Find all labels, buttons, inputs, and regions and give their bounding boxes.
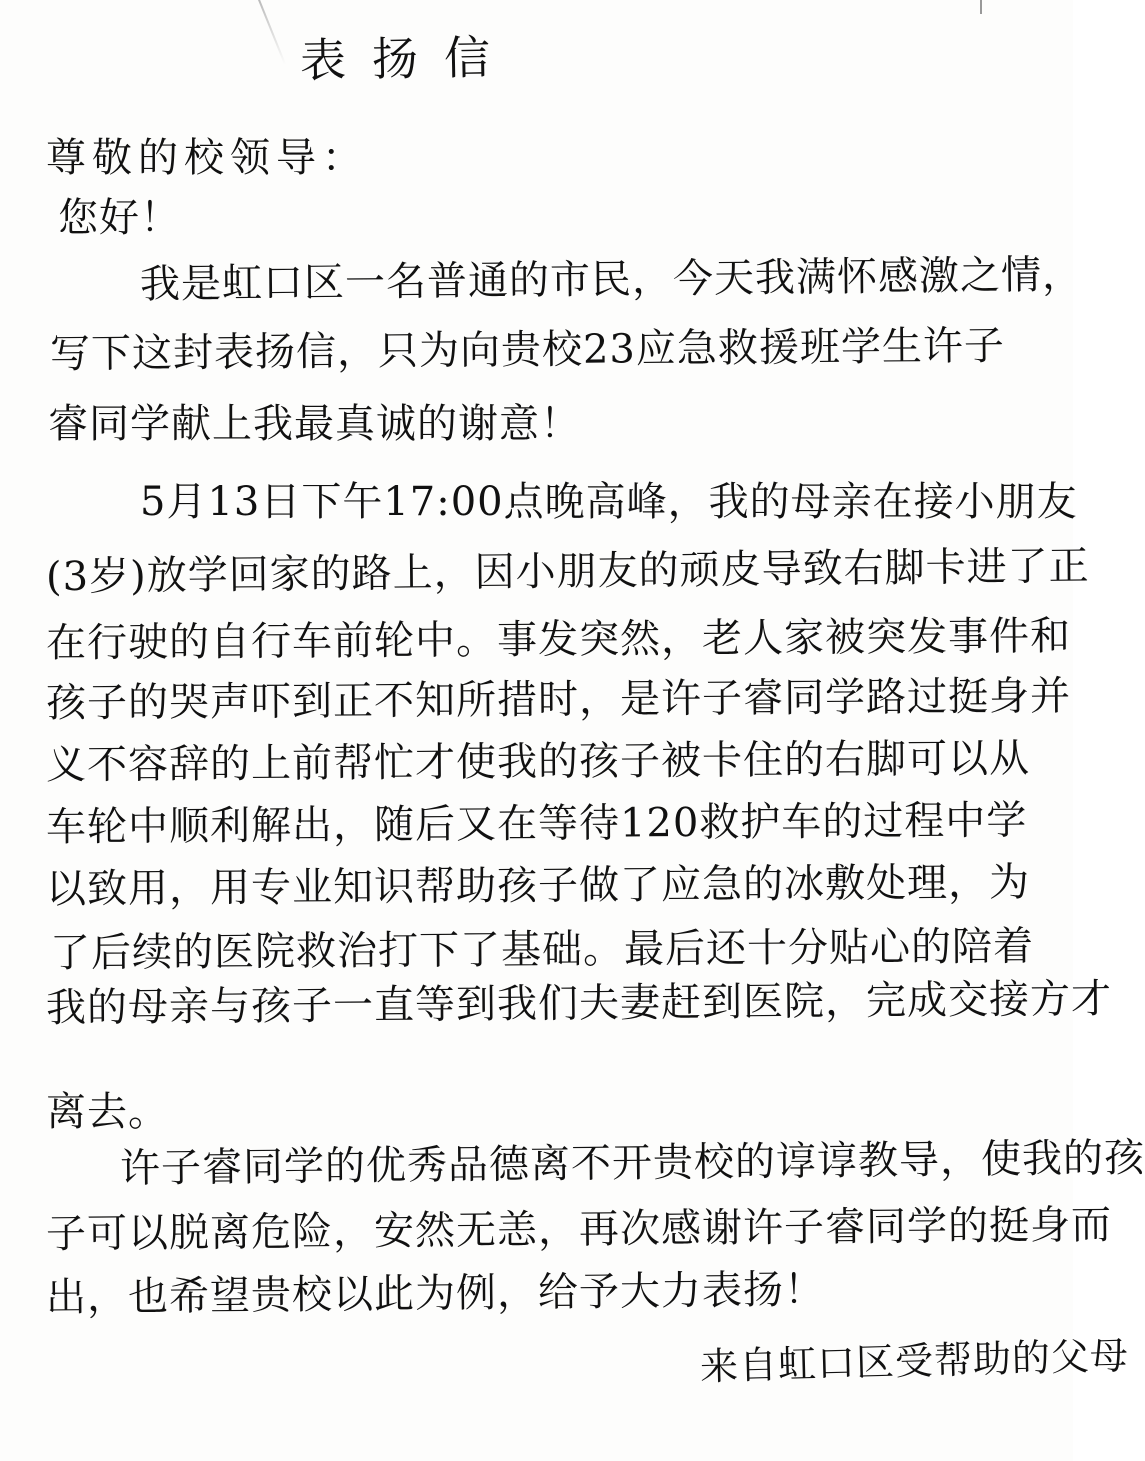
letter-body-line: 写下这封表扬信，只为向贵校23应急救援班学生许子 xyxy=(49,323,1006,378)
letter-salutation: 尊敬的校领导： xyxy=(46,135,368,181)
letter-body-line: 离去。 xyxy=(46,1089,169,1135)
letter-greeting: 您好！ xyxy=(58,195,181,241)
letter-body-line: (3岁)放学回家的路上，因小朋友的顽皮导致右脚卡进了正 xyxy=(45,543,1090,601)
letter-body-line: 睿同学献上我最真诚的谢意！ xyxy=(48,401,581,447)
letter-body-line: 我是虹口区一名普通的市民，今天我满怀感激之情， xyxy=(139,251,1084,308)
letter-body-line: 子可以脱离危险，安然无恙，再次感谢许子睿同学的挺身而 xyxy=(45,1202,1113,1258)
scan-artifact xyxy=(258,0,286,65)
letter-body-line: 了后续的医院救治打下了基础。最后还十分贴心的陪着 xyxy=(49,923,1035,977)
letter-body-line: 我的母亲与孩子一直等到我们夫妻赶到医院，完成交接方才 xyxy=(45,976,1113,1032)
letter-body-line: 孩子的哭声吓到正不知所措时，是许子睿同学路过挺身并 xyxy=(45,673,1072,727)
letter-body-line: 义不容辞的上前帮忙才使我的孩子被卡住的右脚可以从 xyxy=(45,735,1031,789)
scan-artifact xyxy=(980,0,982,14)
letter-body-line: 出，也希望贵校以此为例，给予大力表扬！ xyxy=(45,1266,826,1321)
letter-body-line: 以致用，用专业知识帮助孩子做了应急的冰敷处理，为 xyxy=(45,859,1031,913)
letter-body-line: 在行驶的自行车前轮中。事发突然，老人家被突发事件和 xyxy=(45,613,1072,667)
letter-title: 表扬信 xyxy=(299,29,517,88)
letter-signature: 来自虹口区受帮助的父母 xyxy=(699,1333,1130,1389)
letter-body-line: 许子睿同学的优秀品德离不开贵校的谆谆教导，使我的孩 xyxy=(119,1135,1145,1192)
letter-body-line: 车轮中顺利解出，随后又在等待120救护车的过程中学 xyxy=(45,797,1028,851)
letter-body-line: 5月13日下午17:00点晚高峰，我的母亲在接小朋友 xyxy=(140,479,1078,525)
